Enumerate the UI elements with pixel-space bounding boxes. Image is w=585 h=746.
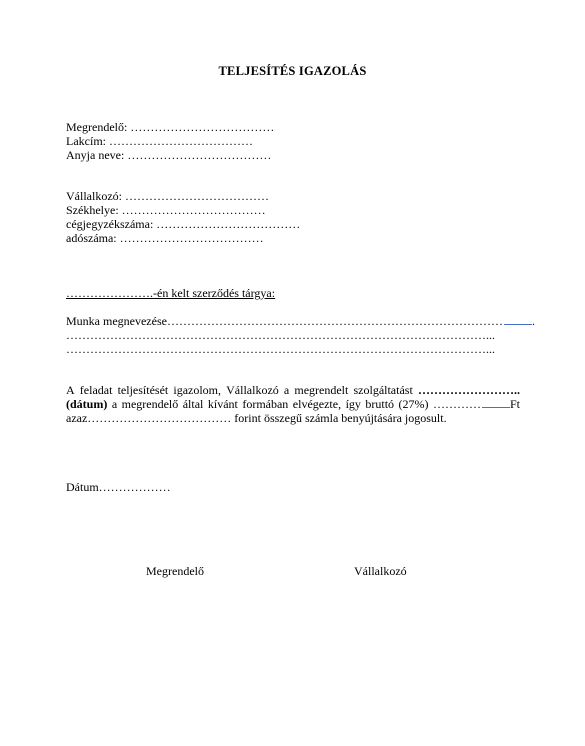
work-line-2: ……………………………………………………………………………………………...	[66, 328, 495, 342]
cert-amount	[433, 397, 520, 411]
work-line-1-text: Munka megnevezése…………………………………………………………………………	[66, 314, 503, 328]
contract-subject-heading: ………………….-én kelt szerződés tárgya:	[66, 286, 276, 300]
cert-word: kívánt	[207, 397, 238, 411]
signature-client-label: Megrendelő	[146, 564, 204, 578]
cert-word: által	[182, 397, 204, 411]
contractor-name-line: Vállalkozó: ………………………………	[66, 189, 269, 203]
cert-currency: Ft	[509, 397, 520, 411]
work-line-1	[66, 314, 535, 328]
work-line-3: ……………………………………………………………………………………………...	[66, 342, 495, 356]
client-mother-line: Anyja neve: ………………………………	[66, 148, 272, 162]
cert-date-label: (dátum)	[66, 397, 108, 411]
date-line: Dátum………………	[66, 480, 171, 494]
contractor-regno-line: cégjegyzékszáma: ………………………………	[66, 217, 301, 231]
cert-date-placeholder: ……………………..	[417, 383, 520, 397]
certification-row-2	[66, 397, 520, 411]
certification-paragraph	[66, 383, 520, 425]
cert-word: megrendelő	[121, 397, 179, 411]
cert-word: igazolom,	[173, 383, 222, 397]
contractor-taxno-line: adószáma: ………………………………	[66, 231, 264, 245]
contractor-seat-line: Székhelye: ………………………………	[66, 203, 266, 217]
cert-word: a	[111, 397, 118, 411]
cert-word: elvégezte,	[292, 397, 342, 411]
cert-word: megrendelt	[294, 383, 349, 397]
client-address-line: Lakcím: ………………………………	[66, 134, 253, 148]
cert-word: Vállalkozó	[226, 383, 279, 397]
cert-word: A	[66, 383, 75, 397]
client-name-line: Megrendelő: ………………………………	[66, 120, 275, 134]
cert-word: így	[345, 397, 361, 411]
cert-word: bruttó	[365, 397, 395, 411]
cert-word: feladat	[79, 383, 113, 397]
cert-word: (27%)	[398, 397, 429, 411]
cert-word: formában	[242, 397, 289, 411]
certification-row-3: azaz……………………………… forint összegű számla benyújtására jogosult.	[66, 411, 447, 425]
work-line-1-underline	[504, 316, 532, 325]
signature-contractor-label: Vállalkozó	[354, 564, 407, 578]
cert-amount-underline	[482, 399, 510, 408]
document-title: TELJESÍTÉS IGAZOLÁS	[218, 64, 367, 78]
cert-word: a	[283, 383, 290, 397]
cert-word: teljesítését	[117, 383, 169, 397]
certification-row-1	[66, 383, 520, 397]
work-line-1-end: .	[531, 314, 535, 328]
cert-word: szolgáltatást	[353, 383, 413, 397]
cert-amount-dots: …………	[432, 397, 481, 411]
